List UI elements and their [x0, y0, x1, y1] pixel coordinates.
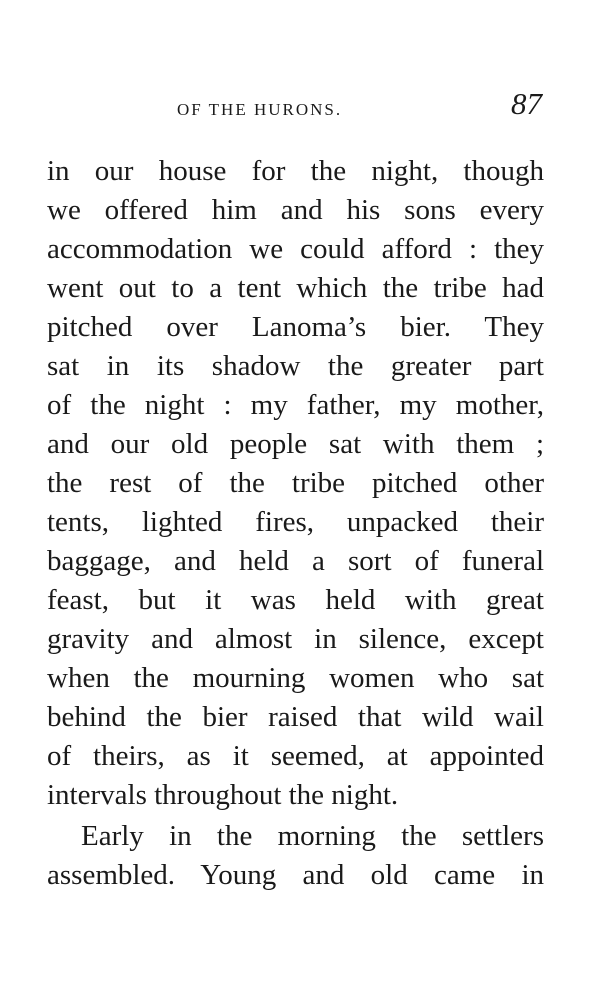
- text-line: of the night : my father, my mother,: [47, 389, 544, 421]
- text-line: in our house for the night, though: [47, 155, 544, 187]
- text-line: feast, but it was held with great: [47, 584, 544, 616]
- text-line: the rest of the tribe pitched other: [47, 467, 544, 499]
- text-line: behind the bier raised that wild wail: [47, 701, 544, 733]
- text-line: went out to a tent which the tribe had: [47, 272, 544, 304]
- text-line: of theirs, as it seemed, at appointed: [47, 740, 544, 772]
- text-line: and our old people sat with them ;: [47, 428, 544, 460]
- text-line: accommodation we could afford : they: [47, 233, 544, 265]
- text-line: Early in the morning the settlers: [81, 820, 544, 852]
- text-line: pitched over Lanoma’s bier. They: [47, 311, 544, 343]
- text-line: sat in its shadow the greater part: [47, 350, 544, 382]
- text-line: assembled. Young and old came in: [47, 859, 544, 891]
- text-line: gravity and almost in silence, except: [47, 623, 544, 655]
- text-line: baggage, and held a sort of funeral: [47, 545, 544, 577]
- running-title: OF THE HURONS.: [177, 100, 343, 119]
- text-line: intervals throughout the night.: [47, 779, 399, 811]
- text-line: when the mourning women who sat: [47, 662, 544, 694]
- body-text: [47, 152, 544, 895]
- page-header: [47, 86, 544, 126]
- text-line: tents, lighted fires, unpacked their: [47, 506, 544, 538]
- page-number: 87: [511, 86, 542, 121]
- text-line: we offered him and his sons every: [47, 194, 544, 226]
